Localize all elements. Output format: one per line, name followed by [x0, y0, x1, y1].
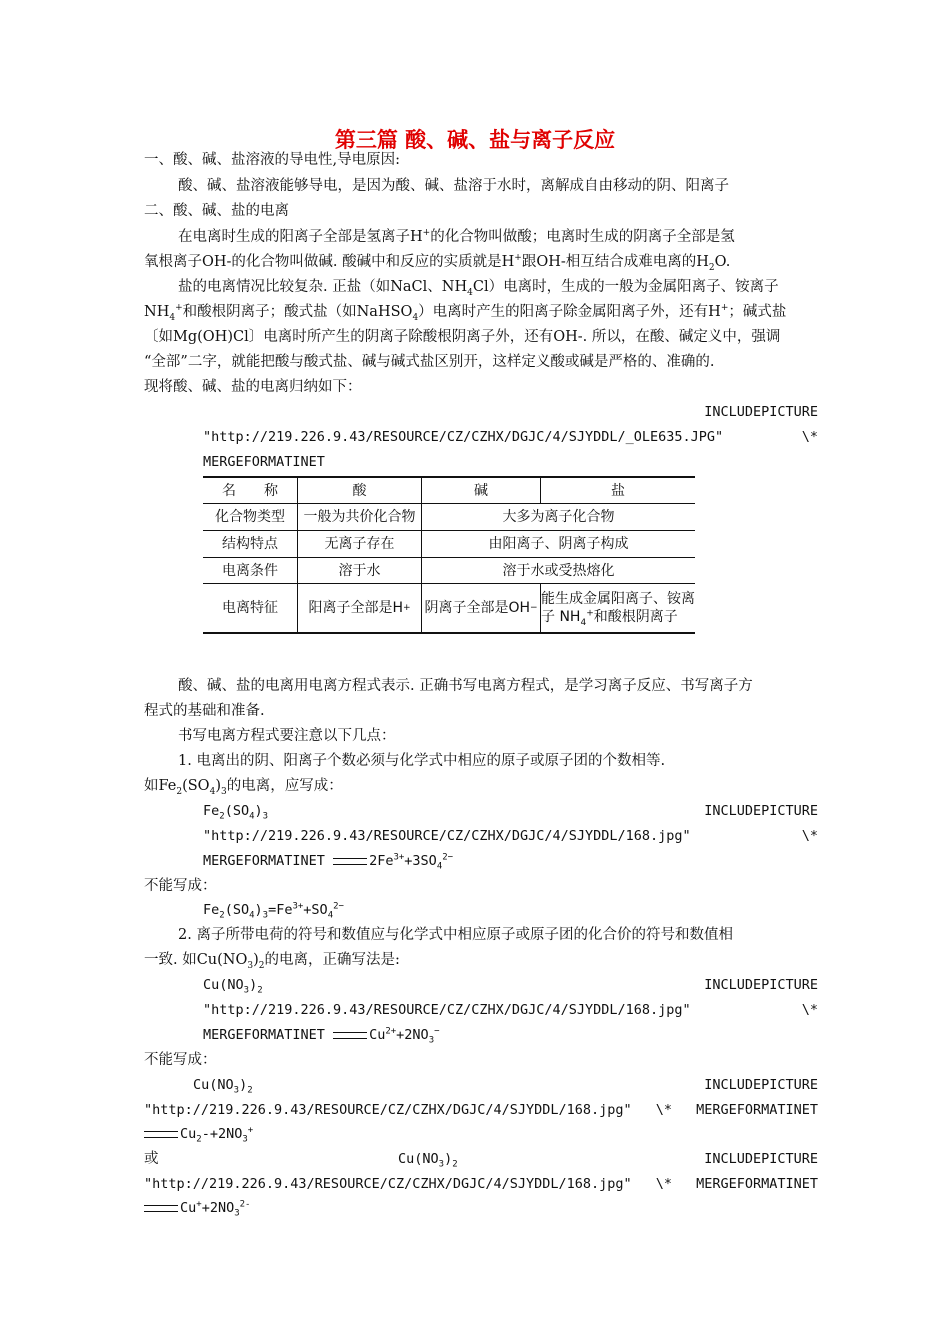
paragraph-equation-intro-1: 酸、碱、盐的电离用电离方程式表示. 正确书写电离方程式，是学习离子反应、书写离子方	[178, 678, 753, 694]
section-1-heading: 一、酸、碱、盐溶液的导电性,导电原因:	[144, 152, 400, 168]
equation-1-formula: $Fe_2(SO_4)_3$	[203, 803, 269, 822]
table-cell-base-salt: 大多为离子化合物	[502, 509, 615, 525]
equation-1-result: MERGEFORMATINET $2Fe^{3+}+3SO_4^{2-}$	[203, 852, 454, 872]
equals-sign-icon	[144, 1131, 178, 1138]
section-2-heading: 二、酸、碱、盐的电离	[144, 203, 289, 219]
table-row-label: 电离条件	[222, 562, 278, 579]
wrong-equation-1: $Fe_2(SO_4)_3=Fe^{3+}+SO_4^{2-}$	[203, 901, 344, 921]
cannot-write-label-2: 不能写成：	[144, 1052, 217, 1068]
paragraph-equation-intro-2: 程式的基础和准备.	[144, 703, 265, 719]
rule-2-line-1: 2. 离子所带电荷的符号和数值应与化学式中相应原子或原子团的化合价的符号和数值相	[178, 927, 733, 943]
equals-sign-icon	[333, 1032, 367, 1039]
table-row-label: 结构特点	[222, 536, 278, 552]
ionization-summary-table	[203, 476, 695, 634]
cannot-write-label: 不能写成：	[144, 878, 217, 894]
section-1-body: 酸、碱、盐溶液能够导电，是因为酸、碱、盐溶于水时，离解成自由移动的阴、阳离子	[178, 178, 729, 194]
wrong-equation-3-formula: $Cu(NO_3)_2$	[398, 1151, 458, 1170]
include-picture-url: "http://219.226.9.43/RESOURCE/CZ/CZHX/DGJC/4/SJYDDL/_OLE635.JPG"	[203, 429, 724, 445]
paragraph-salt-line-4: “全部”二字，就能把酸与酸式盐、碱与碱式盐区别开，这样定义酸或碱是严格的、准确的.	[144, 354, 715, 370]
table-cell-base-salt: 溶于水或受热熔化	[502, 562, 615, 579]
page-title: 第三篇 酸、碱、盐与离子反应	[334, 128, 616, 152]
table-row-label: 电离特征	[222, 600, 278, 616]
example-1-lead: 如$Fe_2(SO_4)_3$的电离，应写成：	[144, 778, 343, 797]
equation-2-include-keyword: INCLUDEPICTURE	[704, 977, 818, 993]
include-picture-keyword: INCLUDEPICTURE	[704, 404, 818, 420]
equation-1-include-url: "http://219.226.9.43/RESOURCE/CZ/CZHX/DGJC/4/SJYDDL/168.jpg"	[203, 828, 691, 844]
paragraph-salt-line-1: 盐的电离情况比较复杂. 正盐（如NaCl、$NH_4Cl$）电离时，生成的一般为金属阳离子、铵离子	[178, 279, 779, 298]
table-header-base: 碱	[474, 482, 488, 499]
wrong-equation-2-result: $Cu_2-+2NO_3^+$	[144, 1124, 253, 1144]
wrong-equation-3-result: $Cu^++2NO_3^{2-}$	[144, 1198, 250, 1218]
equals-sign-icon	[333, 858, 367, 865]
equation-1-include-switch: \*	[801, 828, 818, 844]
paragraph-salt-line-2: $NH_4^+$和酸根阴离子；酸式盐（如NaHSO$_4$）电离时产生的阳离子除金属阳离子外，还有H+；碱式盐	[144, 303, 787, 323]
equals-sign-icon	[144, 1205, 178, 1212]
wrong-equation-2-formula: $Cu(NO_3)_2$	[193, 1077, 253, 1096]
equation-1-include-keyword: INCLUDEPICTURE	[704, 803, 818, 819]
rule-2-line-2: 一致. 如$Cu(NO_3)_2$的电离，正确写法是:	[144, 952, 400, 971]
table-cell-acid: 溶于水	[338, 562, 381, 579]
table-cell-acid: 无离子存在	[324, 536, 395, 552]
paragraph-salt-line-3: 〔如Mg(OH)Cl〕电离时所产生的阴离子除酸根阴离子外，还有OH-. 所以，在酸、碱定义中，强调	[144, 329, 781, 345]
paragraph-acid-definition: 在电离时生成的阳离子全部是氢离子H+的化合物叫做酸；电离时生成的阴离子全部是氢	[178, 228, 735, 245]
table-cell-base: 阴离子全部是OH −	[424, 600, 538, 616]
equation-2-result: MERGEFORMATINET $Cu^{2+}+2NO_3^-$	[203, 1026, 440, 1046]
table-header-name: 名 称	[222, 482, 278, 499]
include-picture-format: MERGEFORMATINET	[203, 454, 325, 470]
table-header-salt: 盐	[611, 482, 625, 499]
wrong-equation-2-include-keyword: INCLUDEPICTURE	[704, 1077, 818, 1093]
equation-2-include-switch: \*	[801, 1002, 818, 1018]
wrong-equation-3-include-keyword: INCLUDEPICTURE	[704, 1151, 818, 1167]
wrong-equation-2-include-line: "http://219.226.9.43/RESOURCE/CZ/CZHX/DGJC/4/SJYDDL/168.jpg" \* MERGEFORMATINET	[144, 1102, 818, 1118]
include-picture-switch: \*	[801, 429, 818, 445]
table-cell-acid: 一般为共价化合物	[303, 509, 416, 525]
table-row-label: 化合物类型	[215, 509, 285, 525]
table-cell-acid: 阳离子全部是H +	[308, 600, 411, 616]
paragraph-salt-line-5: 现将酸、碱、盐的电离归纳如下：	[144, 379, 362, 395]
paragraph-base-definition: 氧根离子OH-的化合物叫做碱. 酸碱中和反应的实质就是H+跟OH-相互结合成难电离的$H_2O$.	[144, 253, 731, 273]
table-header-acid: 酸	[352, 482, 367, 499]
wrong-equation-3-include-line: "http://219.226.9.43/RESOURCE/CZ/CZHX/DGJC/4/SJYDDL/168.jpg" \* MERGEFORMATINET	[144, 1176, 818, 1192]
table-cell-salt: 能生成金属阳离子、铵离 子 $NH_4^+$和酸根阴离子	[541, 591, 695, 628]
equation-2-include-url: "http://219.226.9.43/RESOURCE/CZ/CZHX/DGJC/4/SJYDDL/168.jpg"	[203, 1002, 691, 1018]
equation-2-formula: $Cu(NO_3)_2$	[203, 977, 263, 996]
rule-1: 1. 电离出的阴、阳离子个数必须与化学式中相应的原子或原子团的个数相等.	[178, 753, 666, 769]
table-cell-base-salt: 由阳离子、阴离子构成	[488, 536, 629, 552]
paragraph-notes-lead: 书写电离方程式要注意以下几点：	[178, 728, 396, 744]
or-label: 或	[144, 1151, 159, 1167]
